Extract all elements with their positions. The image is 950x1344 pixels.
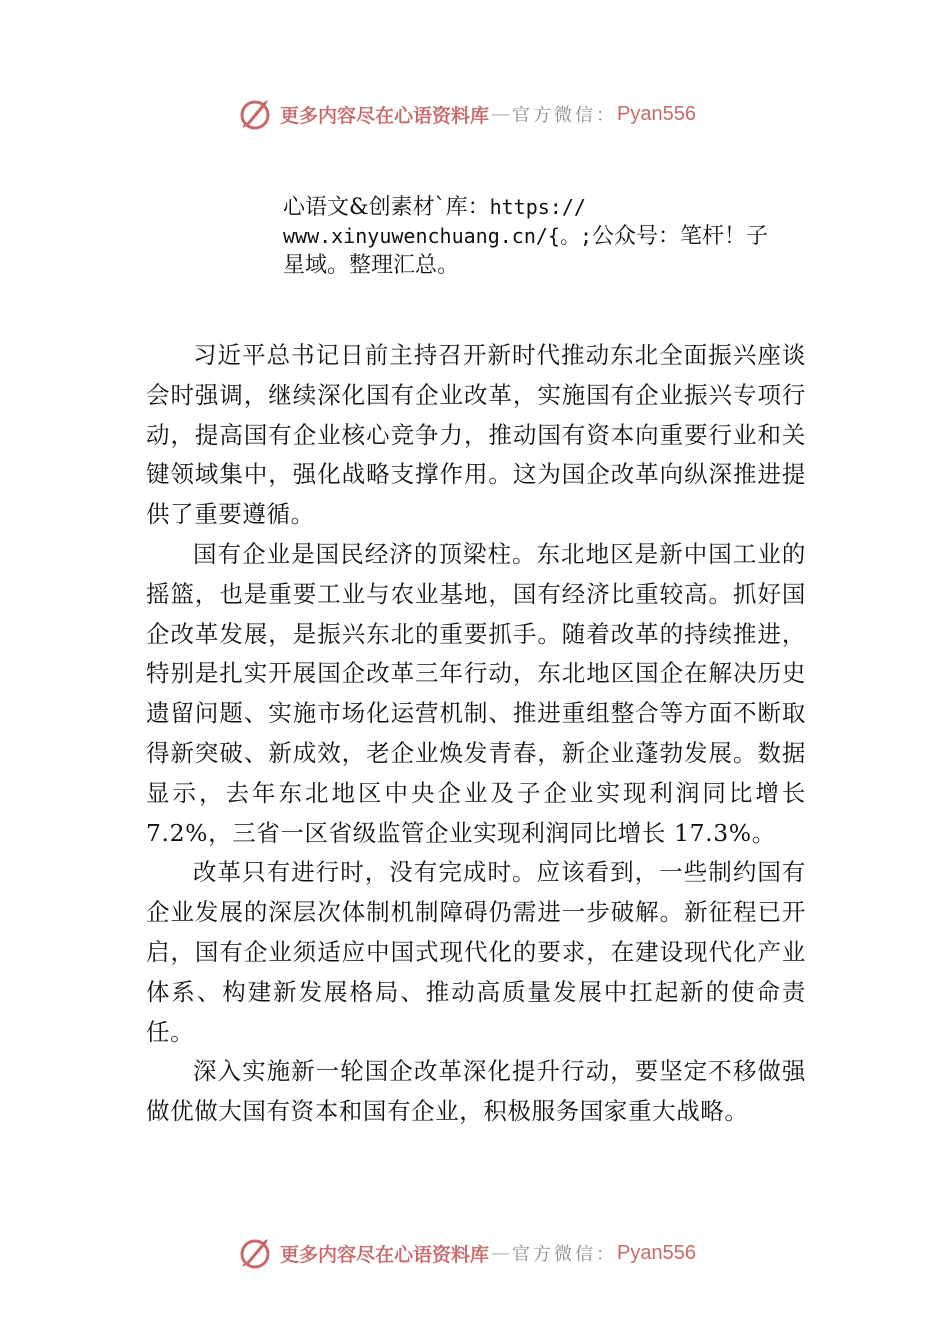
article-body <box>146 336 806 1132</box>
source-url-part2: www.xinyuwenchuang.cn/{。; <box>283 224 592 248</box>
footer-banner <box>238 1233 696 1273</box>
banner-wechat-label: 官方微信： <box>512 1244 618 1265</box>
source-line-1 <box>283 193 823 222</box>
source-suffix-part1: 公众号：笔杆！子 <box>591 224 768 249</box>
banner-wechat-label: 官方微信： <box>512 105 618 126</box>
banner-separator: — <box>491 1242 511 1264</box>
paragraph-3: 改革只有进行时，没有完成时。应该看到，一些制约国有企业发展的深层次体制机制障碍仍需进一步破解。新征程已开启，国有企业须适应中国式现代化的要求，在建设现代化产业体系、构建新发展格局、推动高质量发展中扛起新的使命责任。 <box>146 858 806 1046</box>
paragraph-4: 深入实施新一轮国企改革深化提升行动，要坚定不移做强做优做大国有资本和国有企业，积极服务国家重大战略。 <box>146 1057 806 1126</box>
banner-wechat-id: Pyan556 <box>617 102 696 125</box>
banner-wechat-id: Pyan556 <box>617 1241 696 1264</box>
source-line-3 <box>283 251 823 280</box>
quill-logo-icon <box>238 1235 274 1271</box>
header-banner <box>238 94 696 134</box>
paragraph-2: 国有企业是国民经济的顶梁柱。东北地区是新中国工业的摇篮，也是重要工业与农业基地，国有经济比重较高。抓好国企改革发展，是振兴东北的重要抓手。随着改革的持续推进，特别是扎实开展国企改革三年行动，东北地区国企在解决历史遗留问题、实施市场化运营机制、推进重组整合等方面不断取得新突破、新成效，老企业焕发青春，新企业蓬勃发展。数据显示，去年东北地区中央企业及子企业实现利润同比增长 7.2%，三省一区省级监管企业实现利润同比增长 17.3%。 <box>146 539 806 847</box>
source-line-2 <box>283 222 823 251</box>
source-suffix-part2: 星域。整理汇总。 <box>283 253 460 278</box>
paragraph-1: 习近平总书记日前主持召开新时代推动东北全面振兴座谈会时强调，继续深化国有企业改革，实施国有企业振兴专项行动，提高国有企业核心竞争力，推动国有资本向重要行业和关键领域集中，强化战略支撑作用。这为国企改革向纵深推进提供了重要遵循。 <box>146 341 806 529</box>
quill-logo-icon <box>238 96 274 132</box>
source-note <box>283 193 823 280</box>
source-prefix: 心语文&创素材`库： <box>283 195 490 220</box>
banner-slogan: 更多内容尽在心语资料库 <box>280 1243 490 1266</box>
banner-separator: — <box>491 103 511 125</box>
source-url-part1: https:// <box>489 195 586 219</box>
banner-slogan: 更多内容尽在心语资料库 <box>280 104 490 127</box>
